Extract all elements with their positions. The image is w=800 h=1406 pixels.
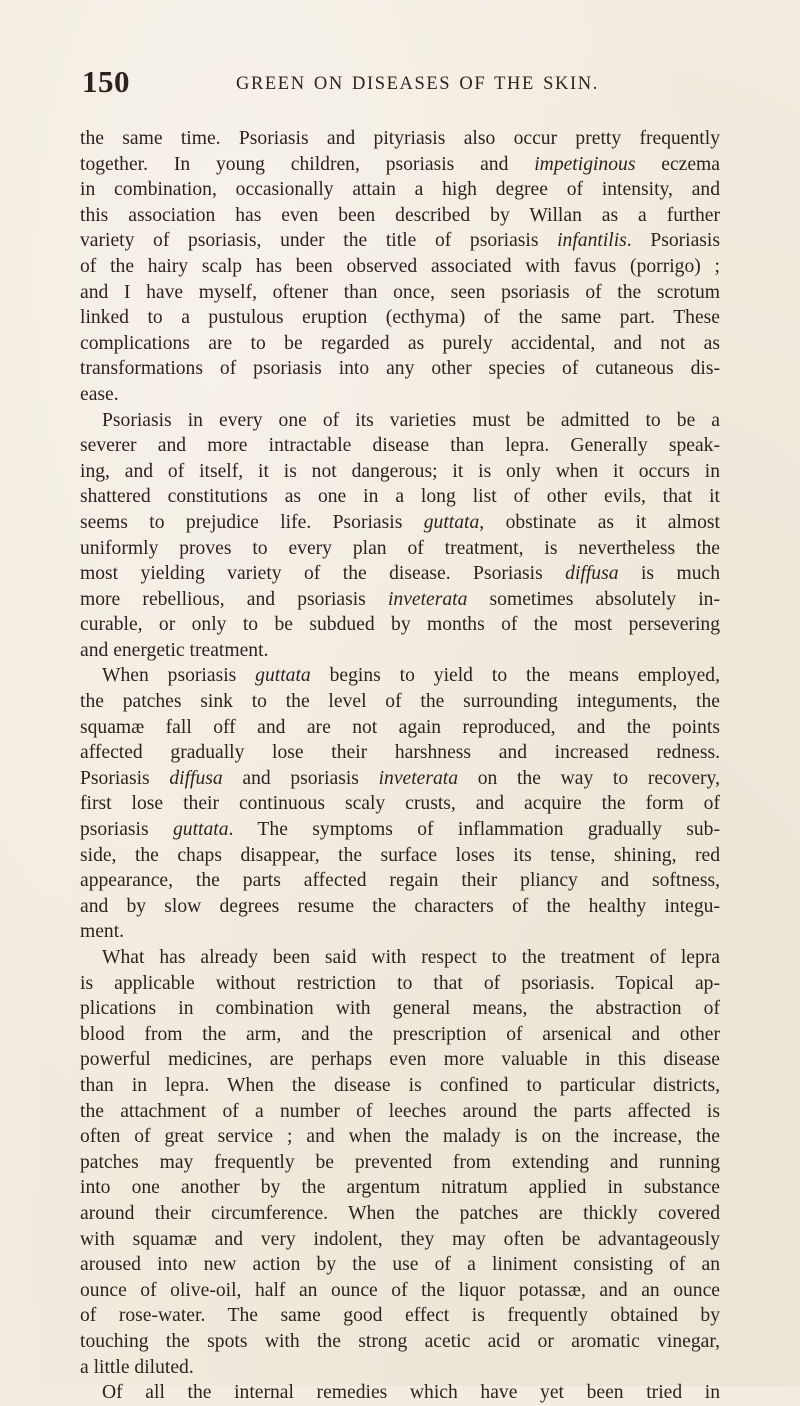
text-segment: variety of psoriasis, under the title of psoriasis <box>80 230 558 252</box>
text-line <box>80 356 720 382</box>
text-line <box>80 536 720 562</box>
text-line <box>80 945 720 971</box>
text-line <box>80 305 720 331</box>
text-line <box>80 766 720 792</box>
body-text <box>80 126 720 1406</box>
text-segment: first lose their continuous scaly crusts, and acquire the form of <box>80 793 720 815</box>
text-line <box>80 715 720 741</box>
text-segment: psoriasis <box>80 819 173 841</box>
italic-term: inveterata <box>378 767 459 789</box>
text-segment: and by slow degrees resume the characters of the healthy integu- <box>80 895 720 917</box>
text-line <box>80 919 720 945</box>
text-line <box>80 868 720 894</box>
text-segment: transformations of psoriasis into any other species of cutaneous dis- <box>80 358 720 380</box>
text-segment: this association has even been described by Willan as a further <box>80 204 720 226</box>
text-line <box>80 996 720 1022</box>
text-segment: . Psoriasis <box>626 230 720 252</box>
text-line <box>80 1047 720 1073</box>
page-number: 150 <box>82 64 130 99</box>
text-line <box>80 1380 720 1406</box>
text-segment: seems to prejudice life. Psoriasis <box>80 511 424 533</box>
text-segment: than in lepra. When the disease is confined to particular districts, <box>80 1074 720 1096</box>
running-title: GREEN ON DISEASES OF THE SKIN. <box>236 74 599 94</box>
text-line <box>80 331 720 357</box>
text-segment: shattered constitutions as one in a long list of other evils, that it <box>80 486 720 508</box>
text-segment: around their circumference. When the patches are thickly covered <box>80 1202 720 1224</box>
text-line <box>80 1150 720 1176</box>
page-header <box>80 64 720 104</box>
text-segment: eczema <box>635 153 720 175</box>
italic-term: guttata <box>255 665 311 687</box>
text-line <box>80 433 720 459</box>
text-line <box>80 484 720 510</box>
text-line <box>80 971 720 997</box>
text-line <box>80 1022 720 1048</box>
text-segment: and psoriasis <box>222 767 379 789</box>
text-line <box>80 1278 720 1304</box>
text-line <box>80 1175 720 1201</box>
text-line <box>80 459 720 485</box>
text-segment: affected gradually lose their harshness and increased redness. <box>80 742 720 764</box>
italic-term: guttata <box>423 511 480 533</box>
text-segment: aroused into new action by the use of a liniment consisting of an <box>80 1254 720 1276</box>
text-segment: into one another by the argentum nitratum applied in substance <box>80 1177 720 1199</box>
text-line <box>80 1252 720 1278</box>
text-segment: When psoriasis <box>102 665 256 687</box>
text-segment: Psoriasis <box>80 767 170 789</box>
text-segment: begins to yield to the means employed, <box>310 665 720 687</box>
text-line <box>80 791 720 817</box>
text-segment: most yielding variety of the disease. Psoriasis <box>80 563 566 585</box>
text-line <box>80 612 720 638</box>
text-segment: ment. <box>80 921 125 943</box>
text-segment: curable, or only to be subdued by months of the most persevering <box>80 614 720 636</box>
text-segment: uniformly proves to every plan of treatment, is nevertheless the <box>80 537 720 559</box>
text-line <box>80 177 720 203</box>
text-line <box>80 638 720 664</box>
text-line <box>80 126 720 152</box>
text-segment: in combination, occasionally attain a high degree of intensity, and <box>80 179 720 201</box>
italic-term: diffusa <box>169 767 223 789</box>
text-segment: complications are to be regarded as purely accidental, and not as <box>80 332 720 354</box>
text-line <box>80 561 720 587</box>
text-line <box>80 843 720 869</box>
text-segment: and energetic treatment. <box>80 639 269 661</box>
text-segment: and I have myself, oftener than once, seen psoriasis of the scrotum <box>80 281 720 303</box>
text-segment: squamæ fall off and are not again reproduced, and the points <box>80 716 720 738</box>
text-line <box>80 1329 720 1355</box>
text-segment: patches may frequently be prevented from extending and running <box>80 1151 720 1173</box>
text-segment: powerful medicines, are perhaps even more valuable in this disease <box>80 1049 720 1071</box>
text-segment: ounce of olive-oil, half an ounce of the liquor potassæ, and an ounce <box>80 1279 720 1301</box>
text-segment: , obstinate as it almost <box>479 511 720 533</box>
text-line <box>80 382 720 408</box>
text-segment: Psoriasis in every one of its varieties must be admitted to be a <box>102 409 720 431</box>
text-line <box>80 228 720 254</box>
text-segment: . The symptoms of inflammation gradually sub- <box>228 819 720 841</box>
italic-term: guttata <box>172 819 229 841</box>
italic-term: impetiginous <box>534 153 636 175</box>
text-line <box>80 740 720 766</box>
text-line <box>80 1124 720 1150</box>
text-line <box>80 1073 720 1099</box>
text-line <box>80 1201 720 1227</box>
text-segment: Of all the internal remedies which have yet been tried in <box>102 1382 720 1404</box>
text-line <box>80 817 720 843</box>
text-segment: a little diluted. <box>80 1356 194 1378</box>
text-segment: of rose-water. The same good effect is frequently obtained by <box>80 1305 720 1327</box>
text-segment: touching the spots with the strong acetic acid or aromatic vinegar, <box>80 1330 720 1352</box>
text-segment: is much <box>618 563 720 585</box>
text-segment: more rebellious, and psoriasis <box>80 588 388 610</box>
text-line <box>80 587 720 613</box>
text-line <box>80 152 720 178</box>
text-segment: the attachment of a number of leeches around the parts affected is <box>80 1100 720 1122</box>
text-line <box>80 894 720 920</box>
text-segment: ease. <box>80 383 119 405</box>
text-segment: the same time. Psoriasis and pityriasis also occur pretty frequently <box>80 128 720 149</box>
text-segment: What has already been said with respect to the treatment of lepra <box>102 947 720 968</box>
text-line <box>80 1303 720 1329</box>
text-line <box>80 254 720 280</box>
text-segment: linked to a pustulous eruption (ecthyma) of the same part. These <box>80 307 720 329</box>
text-segment: together. In young children, psoriasis and <box>80 153 535 175</box>
text-line <box>80 280 720 306</box>
text-segment: the patches sink to the level of the surrounding integuments, the <box>80 691 720 713</box>
text-line <box>80 510 720 536</box>
text-line <box>80 1355 720 1381</box>
text-segment: is applicable without restriction to that of psoriasis. Topical ap- <box>80 972 720 994</box>
text-segment: on the way to recovery, <box>458 767 720 789</box>
italic-term: inveterata <box>387 588 468 610</box>
text-line <box>80 1099 720 1125</box>
text-line <box>80 689 720 715</box>
text-line <box>80 203 720 229</box>
text-segment: sometimes absolutely in- <box>467 588 720 610</box>
text-segment: plications in combination with general means, the abstraction of <box>80 998 720 1020</box>
italic-term: infantilis <box>557 230 627 252</box>
text-segment: side, the chaps disappear, the surface loses its tense, shining, red <box>80 844 720 866</box>
text-line <box>80 408 720 434</box>
text-segment: with squamæ and very indolent, they may often be advantageously <box>80 1228 720 1250</box>
text-segment: appearance, the parts affected regain their pliancy and softness, <box>80 870 720 892</box>
text-segment: of the hairy scalp has been observed associated with favus (porrigo) ; <box>80 255 720 277</box>
italic-term: diffusa <box>565 563 619 585</box>
text-line <box>80 1227 720 1253</box>
text-segment: blood from the arm, and the prescription of arsenical and other <box>80 1023 720 1045</box>
text-line <box>80 663 720 689</box>
text-segment: often of great service ; and when the malady is on the increase, the <box>80 1126 720 1148</box>
text-segment: ing, and of itself, it is not dangerous; it is only when it occurs in <box>80 460 720 482</box>
text-segment: severer and more intractable disease than lepra. Generally speak- <box>80 435 720 457</box>
